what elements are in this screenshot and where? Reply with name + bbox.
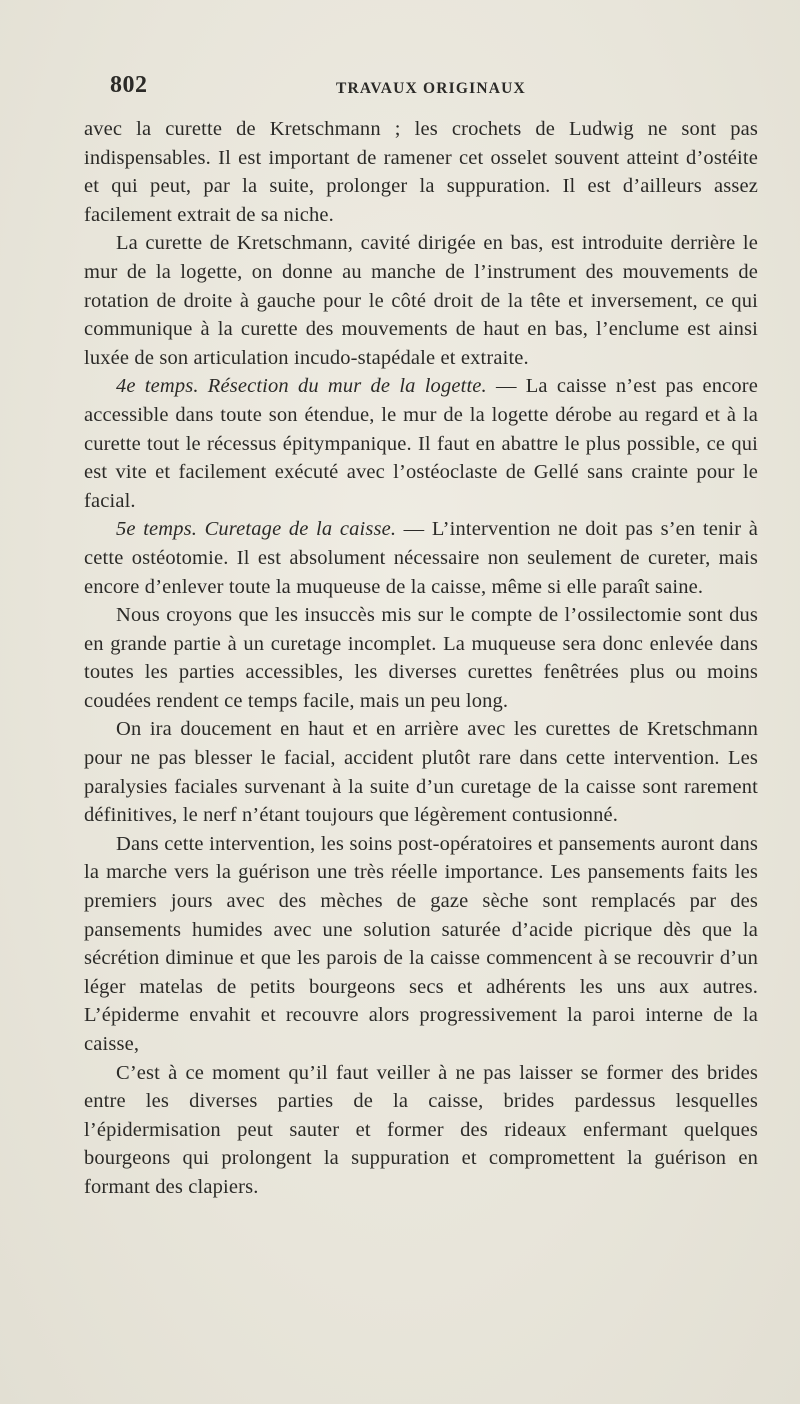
paragraph-5-text: Nous croyons que les insuccès mis sur le compte de l’ossilectomie sont dus en grande partie à un curetage incomplet. La muqueuse sera donc enlevée dans toutes les parties accessibles, les diverses curettes fenêtrées plus ou moins coudées rendent ce temps facile, mais un peu long. (84, 604, 758, 712)
paragraph-6-text: On ira doucement en haut et en arrière avec les curettes de Kretschmann pour ne pas blesser le facial, accident plutôt rare dans cette intervention. Les paralysies faciales survenant à la suite d’un curetage de la caisse sont rarement définitives, le nerf n’étant toujours que légèrement contusionné. (84, 718, 758, 827)
section-heading-5e-temps: 5e temps. Curetage de la caisse. (116, 518, 397, 541)
page-number: 802 (110, 72, 148, 98)
paragraph-7 (84, 830, 758, 1059)
paragraph-6 (84, 715, 758, 829)
page-header (110, 72, 760, 102)
paragraph-8-text: C’est à ce moment qu’il faut veiller à ne pas laisser se former des brides entre les diverses parties de la caisse, brides pardessus lesquelles l’épidermisation peut sauter et former des rideaux enfermant quelques bourgeons qui prolongent la suppuration et compromettent la guérison en formant des clapiers. (84, 1061, 758, 1198)
paragraph-1-text: avec la curette de Kretschmann ; les crochets de Ludwig ne sont pas indispensables. Il est important de ramener cet osselet souvent atteint d’ostéite et qui peut, par la suite, prolonger la suppuration. Il est d’ailleurs assez facilement extrait de sa niche. (84, 118, 758, 226)
paragraph-5 (84, 601, 758, 715)
paragraph-3-text: — La caisse n’est pas encore accessible dans toute son étendue, le mur de la logette dérobe au regard et à la curette tout le récessus épitympanique. Il faut en abattre le plus possible, ce qui est vite et facilement exécuté avec l’ostéoclaste de Gellé sans crainte pour le facial. (84, 375, 759, 512)
paragraph-4-text: — L’intervention ne doit pas s’en tenir à cette ostéotomie. Il est absolument nécessaire non seulement de cureter, mais encore d’enlever toute la muqueuse de la caisse, même si elle paraît saine. (84, 518, 758, 598)
paragraph-2-text: La curette de Kretschmann, cavité dirigée en bas, est introduite derrière le mur de la logette, on donne au manche de l’instrument des mouvements de rotation de droite à gauche pour le côté droit de la tête et inversement, ce qui communique à la curette des mouvements de haut en bas, l’enclume est ainsi luxée de son articulation incudo-stapédale et extraite. (84, 232, 758, 369)
body-text (84, 115, 758, 1202)
running-head: TRAVAUX ORIGINAUX (336, 80, 526, 97)
paragraph-8 (84, 1059, 758, 1202)
section-heading-4e-temps: 4e temps. Résection du mur de la logette. (116, 375, 487, 398)
paragraph-2 (84, 229, 758, 372)
paragraph-4 (84, 515, 758, 601)
paragraph-3 (84, 372, 758, 515)
paragraph-7-text: Dans cette intervention, les soins post-opératoires et pansements auront dans la marche vers la guérison une très réelle importance. Les pansements faits les premiers jours avec des mèches de gaze sèche sont remplacés par des pansements humides avec une solution saturée d’acide picrique dès que la sécrétion diminue et que les parois de la caisse commencent à se recouvrir d’un léger matelas de petits bourgeons secs et adhérents les uns aux autres. L’épiderme envahit et recouvre alors progressivement la paroi interne de la caisse, (84, 832, 758, 1055)
paragraph-1 (84, 115, 758, 229)
